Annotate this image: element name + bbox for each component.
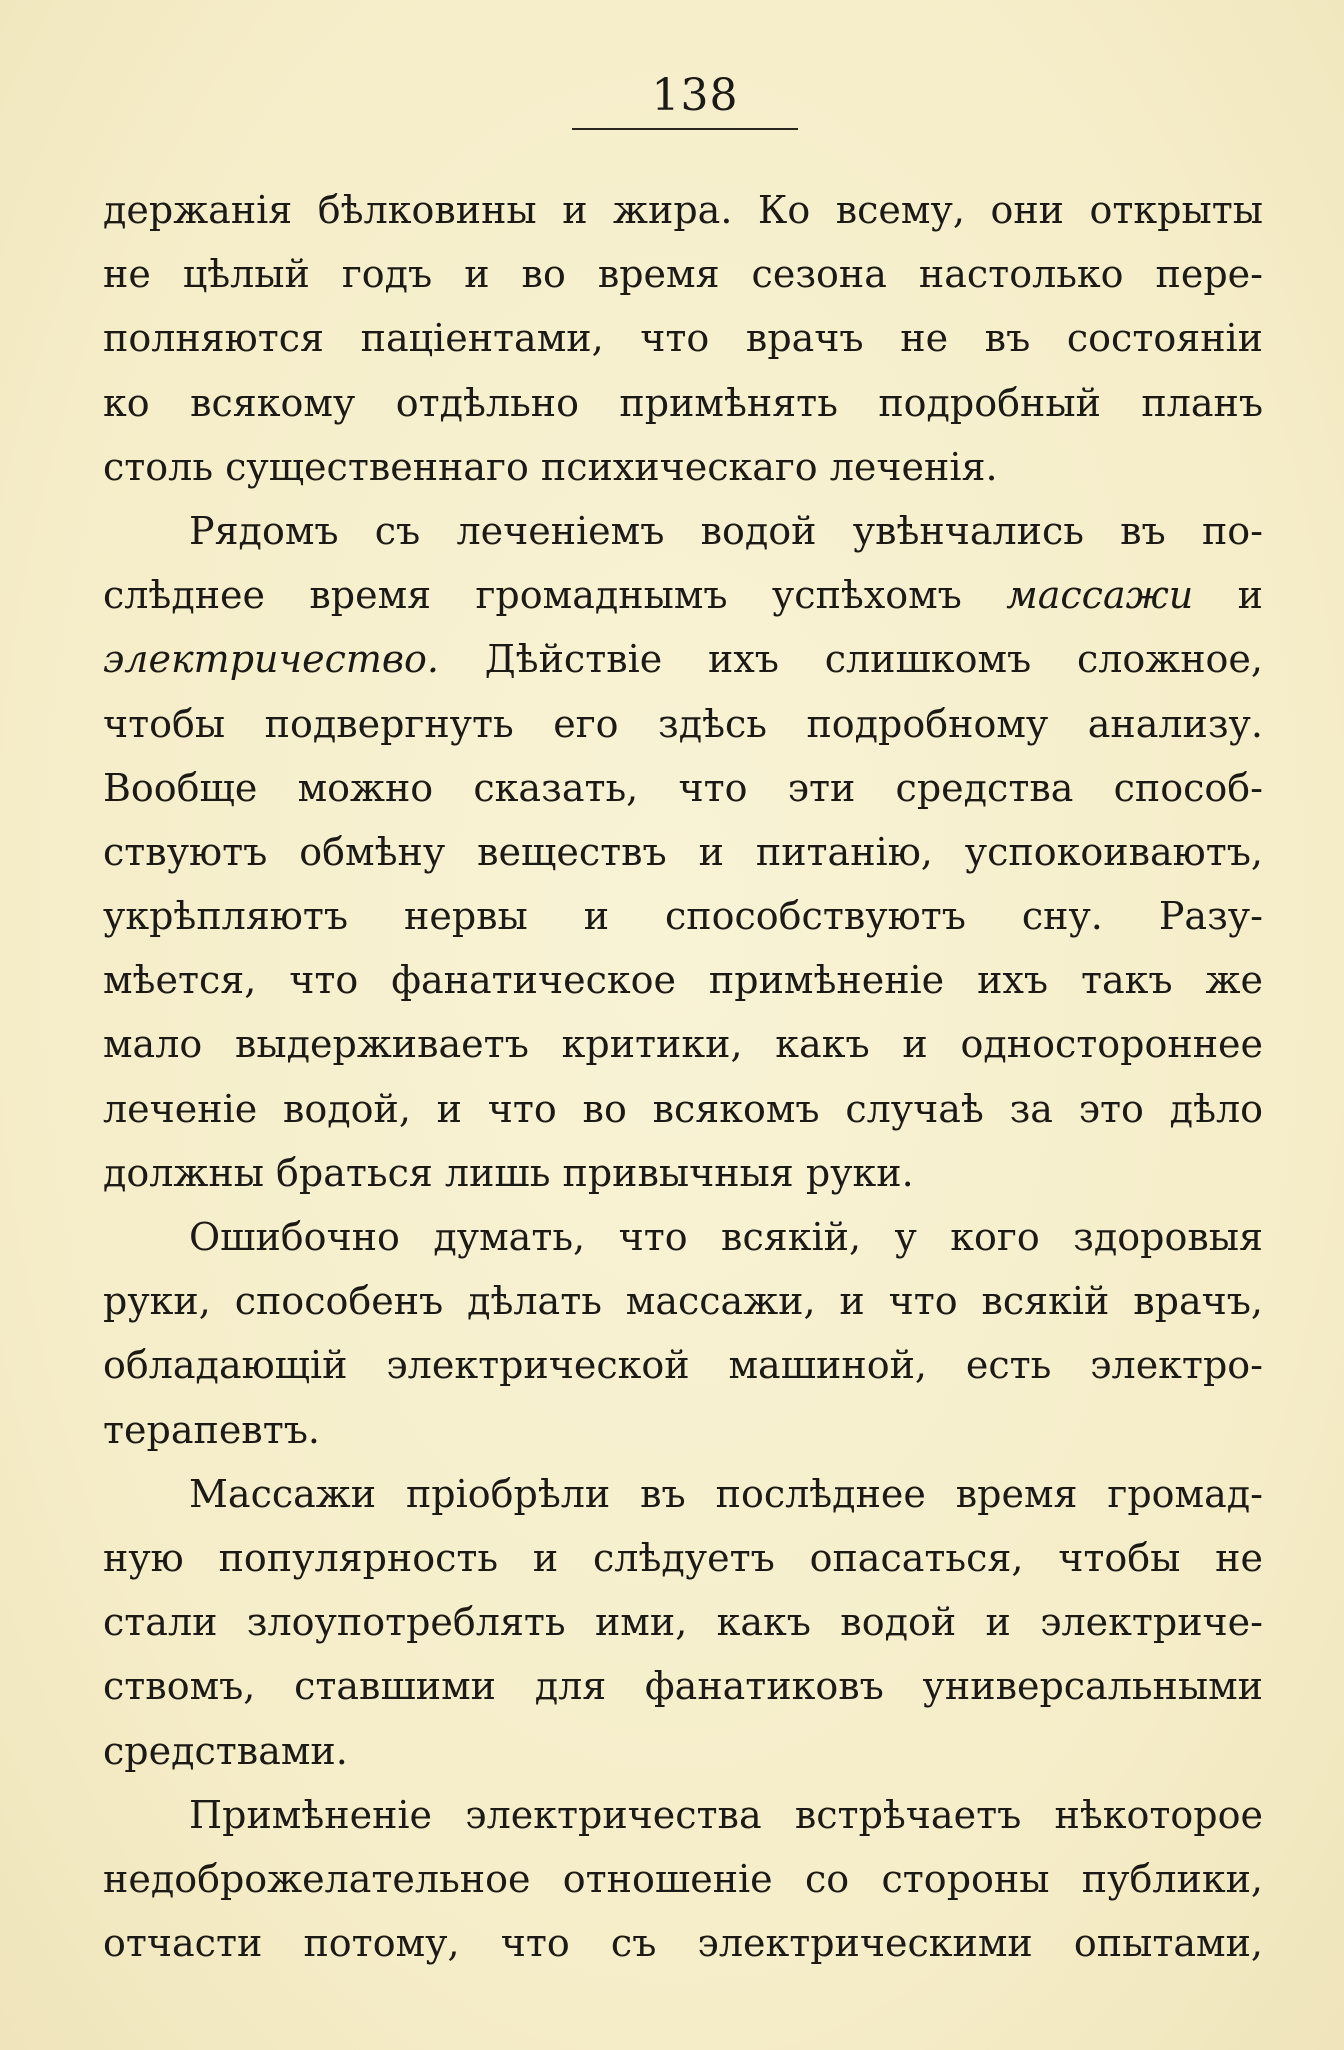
text-line: недоброжелательное отношеніе со стороны публики, xyxy=(103,1856,1263,1901)
text-line: средствами. xyxy=(103,1728,348,1773)
text-line: столь существеннаго психическаго леченія. xyxy=(103,444,998,489)
header-rule xyxy=(572,128,798,130)
text-run: и xyxy=(1193,573,1263,618)
page-number: 138 xyxy=(651,70,739,121)
text-line: Рядомъ съ леченіемъ водой увѣнчались въ по- xyxy=(189,508,1263,553)
text-run: Дѣйствіе ихъ слишкомъ сложное, xyxy=(439,637,1263,682)
text-line: Ошибочно думать, что всякій, у кого здоровыя xyxy=(189,1215,1263,1259)
text-line: Примѣненіе электричества встрѣчаетъ нѣкоторое xyxy=(189,1792,1263,1837)
paragraph-2 xyxy=(103,499,1263,1205)
text-line: терапевтъ. xyxy=(103,1407,320,1452)
emphasis-electricity: электричество. xyxy=(103,637,440,682)
paragraph-4 xyxy=(103,1462,1263,1783)
paragraph-1 xyxy=(103,178,1263,499)
text-run: слѣднее время громаднымъ успѣхомъ xyxy=(103,573,1007,618)
text-line: укрѣпляютъ нервы и способствуютъ сну. Разу- xyxy=(103,894,1263,939)
body-text xyxy=(103,178,1263,1975)
text-line: мало выдерживаетъ критики, какъ и одностороннее xyxy=(103,1022,1263,1067)
text-line: Массажи пріобрѣли въ послѣднее время громад- xyxy=(189,1471,1263,1516)
paragraph-5 xyxy=(103,1783,1263,1976)
text-line: ствомъ, ставшими для фанатиковъ универсальными xyxy=(103,1664,1263,1709)
text-line: полняются паціентами, что врачъ не въ состояніи xyxy=(103,316,1263,361)
text-line: леченіе водой, и что во всякомъ случаѣ за это дѣло xyxy=(103,1086,1263,1131)
text-line: ствуютъ обмѣну веществъ и питанію, успокоиваютъ, xyxy=(103,829,1263,874)
text-line: руки, способенъ дѣлать массажи, и что всякій врачъ, xyxy=(103,1279,1263,1324)
text-line: ко всякому отдѣльно примѣнять подробный планъ xyxy=(103,380,1263,425)
text-line: обладающій электрической машиной, есть электро- xyxy=(103,1343,1263,1388)
text-line xyxy=(103,627,1263,691)
text-line: отчасти потому, что съ электрическими опытами, xyxy=(103,1921,1263,1966)
text-line: чтобы подвергнуть его здѣсь подробному анализу. xyxy=(103,701,1263,746)
emphasis-massage: массажи xyxy=(1006,573,1194,618)
paragraph-3 xyxy=(103,1205,1263,1462)
text-line: ную популярность и слѣдуетъ опасаться, чтобы не xyxy=(103,1535,1263,1580)
text-line: не цѣлый годъ и во время сезона настолько пере- xyxy=(103,252,1263,297)
text-line: стали злоупотреблять ими, какъ водой и электриче- xyxy=(103,1600,1263,1645)
text-line: Вообще можно сказать, что эти средства способ- xyxy=(103,765,1263,810)
text-line: держанія бѣлковины и жира. Ко всему, они открыты xyxy=(103,188,1263,232)
text-line xyxy=(103,563,1263,627)
text-line: мѣется, что фанатическое примѣненіе ихъ такъ же xyxy=(103,958,1263,1003)
text-line: должны браться лишь привычныя руки. xyxy=(103,1150,914,1195)
